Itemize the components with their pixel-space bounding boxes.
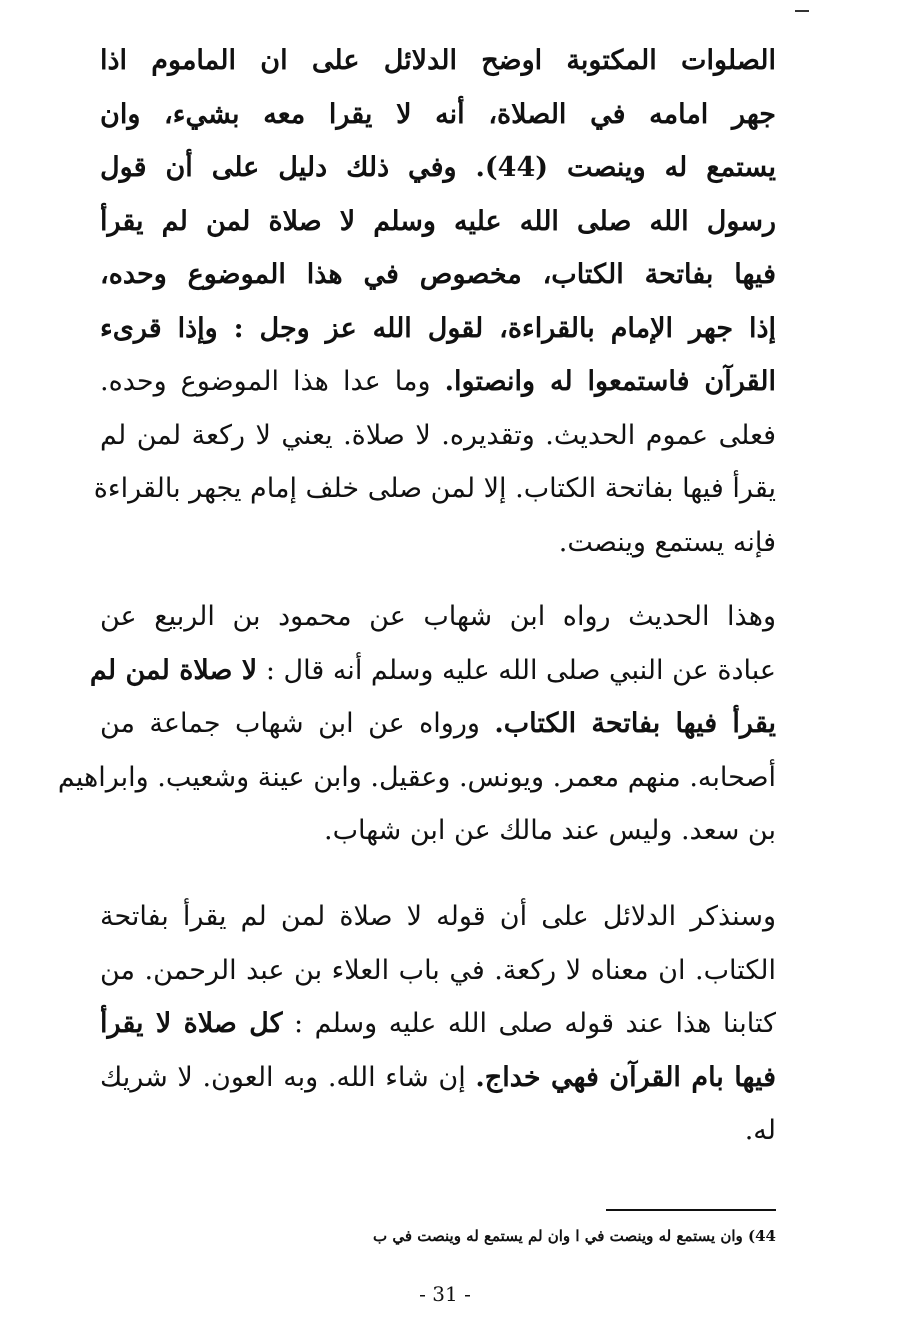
- scan-mark: [795, 10, 809, 12]
- normal-phrase: كتابنا هذا عند قوله صلى الله عليه وسلم :: [294, 1008, 777, 1039]
- text-line: إذا جهر الإمام بالقراءة، لقول الله عز وجل : وإذا قرىء: [100, 312, 776, 344]
- text-line: بن سعد. وليس عند مالك عن ابن شهاب.: [323, 815, 776, 846]
- text-line: [100, 1051, 776, 1105]
- normal-phrase: عبادة عن النبي صلى الله عليه وسلم أنه قال :: [265, 654, 776, 686]
- text-line: الكتاب. ان معناه لا ركعة. في باب العلاء بن عبد الرحمن. من: [100, 954, 776, 986]
- footnote: 44) وان يستمع له وينصت في ا وان لم يستمع له وينصت في ب: [373, 1227, 776, 1245]
- text-line: [100, 697, 776, 751]
- text-line: فيها بفاتحة الكتاب، مخصوص في هذا الموضوع وحده،: [100, 259, 776, 290]
- footnote-divider: [606, 1209, 776, 1211]
- bold-phrase: فيها بام القرآن فهي خداج.: [475, 1061, 776, 1093]
- page-number: - 31 -: [419, 1282, 471, 1306]
- text-line: [100, 997, 776, 1051]
- bold-phrase: لا صلاة لمن لم: [89, 654, 258, 686]
- normal-phrase: وما عدا هذا الموضوع وحده.: [100, 366, 431, 397]
- text-line: فإنه يستمع وينصت.: [558, 526, 776, 558]
- text-line: أصحابه. منهم معمر. ويونس. وعقيل. وابن عينة وشعيب. وابراهيم: [57, 761, 776, 793]
- text-line: رسول الله صلى الله عليه وسلم لا صلاة لمن لم يقرأ: [100, 205, 776, 237]
- text-line: وسنذكر الدلائل على أن قوله لا صلاة لمن لم يقرأ بفاتحة: [100, 901, 776, 932]
- paragraph-1: [93, 34, 776, 569]
- text-line: يستمع له وينصت (44). وفي ذلك دليل على أن قول: [100, 152, 776, 183]
- normal-phrase: إن شاء الله. وبه العون. لا شريك: [100, 1061, 466, 1093]
- bold-phrase: القرآن فاستمعوا له وانصتوا.: [444, 366, 776, 397]
- bold-phrase: كل صلاة لا يقرأ: [100, 1008, 283, 1039]
- text-line: يقرأ فيها بفاتحة الكتاب. إلا لمن صلى خلف إمام يجهر بالقراءة: [93, 473, 776, 504]
- text-line: جهر امامه في الصلاة، أنه لا يقرا معه بشيء، وان: [100, 98, 776, 130]
- paragraph-2: [57, 590, 776, 858]
- bold-phrase: يقرأ فيها بفاتحة الكتاب.: [494, 708, 776, 739]
- text-line: وهذا الحديث رواه ابن شهاب عن محمود بن الربيع عن: [100, 601, 776, 632]
- text-line: فعلى عموم الحديث. وتقديره. لا صلاة. يعني لا ركعة لمن لم: [100, 419, 776, 451]
- text-line: [89, 644, 776, 698]
- paragraph-3: [100, 890, 776, 1158]
- text-line: [100, 355, 776, 409]
- text-line: له.: [744, 1115, 776, 1146]
- normal-phrase: ورواه عن ابن شهاب جماعة من: [100, 708, 480, 739]
- text-line: الصلوات المكتوبة اوضح الدلائل على ان الماموم اذا: [100, 45, 776, 76]
